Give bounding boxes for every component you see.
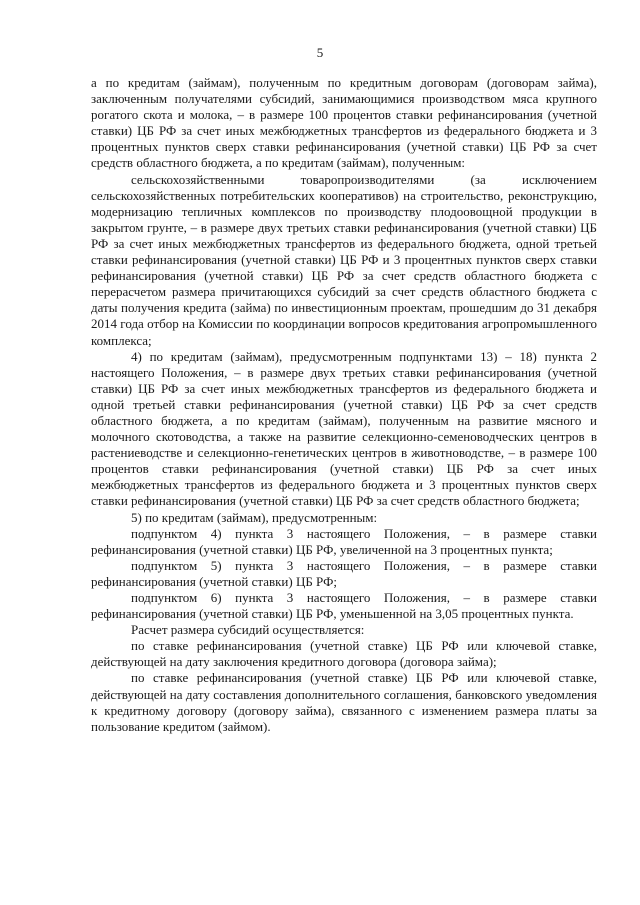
paragraph: подпунктом 4) пункта 3 настоящего Положения, – в размере ставки рефинансирования (учетной ставки) ЦБ РФ, увеличенной на 3 процентных пункта; (91, 525, 597, 557)
paragraph: 5) по кредитам (займам), предусмотренным: (131, 509, 378, 525)
paragraph: подпунктом 5) пункта 3 настоящего Положения, – в размере ставки рефинансирования (учетной ставки) ЦБ РФ; (91, 557, 597, 589)
page-number: 5 (316, 45, 324, 60)
paragraph: подпунктом 6) пункта 3 настоящего Положения, – в размере ставки рефинансирования (учетной ставки) ЦБ РФ, уменьшенной на 3,05 процентных пункта. (91, 590, 597, 622)
paragraph: а по кредитам (займам), полученным по кредитным договорам (договорам займа), заключенным получателями субсидий, занимающимися производством мяса крупного рогатого скота и молока, – в размере 100 процентов ставки рефинансирования (учетной ставки) ЦБ РФ за счет иных межбюджетных трансфертов из федерального бюджета и 3 процентных пунктов сверх ставки рефинансирования (учетной ставки) ЦБ РФ за счет средств областного бюджета, а по кредитам (займам), полученным: (91, 75, 597, 171)
paragraph: Расчет размера субсидий осуществляется: (131, 622, 365, 638)
paragraph: сельскохозяйственными товаропроизводителями (за исключением сельскохозяйственных потребительских кооперативов) на строительство, реконструкцию, модернизацию тепличных комплексов по производству плодоовощной продукции в закрытом грунте, – в размере двух третьих ставки рефинансирования (учетной ставки) ЦБ РФ за счет иных межбюджетных трансфертов из федерального бюджета, одной третьей ставки рефинансирования (учетной ставки) ЦБ РФ и 3 процентных пунктов сверх ставки рефинансирования (учетной ставки) ЦБ РФ за счет средств областного бюджета с перерасчетом размера причитающихся субсидий за счет средств областного бюджета с даты получения кредита (займа) по инвестиционным проектам, прошедшим до 31 декабря 2014 года отбор на Комиссии по координации вопросов кредитования агропромышленного комплекса; (91, 171, 597, 348)
paragraph: по ставке рефинансирования (учетной ставке) ЦБ РФ или ключевой ставке, действующей на дату составления дополнительного соглашения, банковского уведомления к кредитному договору (договору займа), связанного с изменением размера платы за пользование кредитом (займом). (91, 670, 597, 734)
document-body (91, 75, 597, 735)
paragraph: по ставке рефинансирования (учетной ставке) ЦБ РФ или ключевой ставке, действующей на дату заключения кредитного договора (договора займа); (91, 638, 597, 670)
paragraph: 4) по кредитам (займам), предусмотренным подпунктами 13) – 18) пункта 2 настоящего Положения, – в размере двух третьих ставки рефинансирования (учетной ставки) ЦБ РФ за счет иных межбюджетных трансфертов из федерального бюджета и одной третьей ставки рефинансирования (учетной ставки) ЦБ РФ за счет средств областного бюджета, а по кредитам (займам), полученным на развитие мясного и молочного скотоводства, а также на развитие селекционно-семеноводческих центров в растениеводстве и селекционно-генетических центров в животноводстве, – в размере 100 процентов ставки рефинансирования (учетной ставки) ЦБ РФ за счет иных межбюджетных трансфертов из федерального бюджета и 3 процентных пунктов сверх ставки рефинансирования (учетной ставки) ЦБ РФ за счет средств областного бюджета; (91, 348, 597, 509)
